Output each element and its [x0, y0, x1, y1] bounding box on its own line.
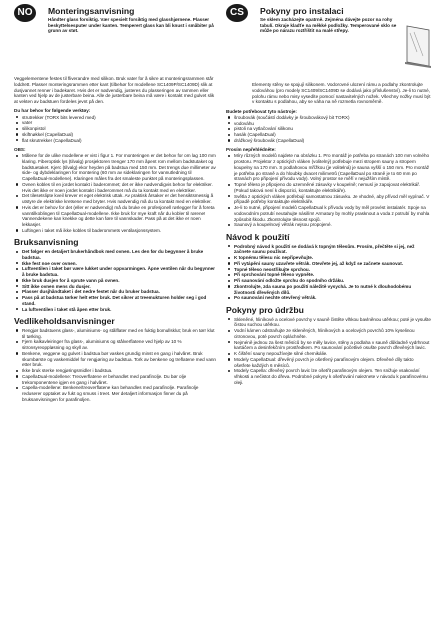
notice-heading: Prosím nepřehlédněte: — [226, 147, 276, 152]
list-item: Světla z optických vláken potřebují samostatnou zásuvku. Je vhodné, aby přívod měl vypínač. V případě potřeby kontaktujte elektrikáře. — [226, 194, 431, 206]
list-item: flat skrutrekker (CapellaDual) — [14, 138, 218, 144]
usage-list — [14, 249, 218, 312]
list-item: Pass på at badstua tørker helt etter bruk. Det sikrer at treemukturen holder seg i god stand. — [14, 295, 218, 307]
tools-list — [226, 115, 431, 144]
list-item: Saunový a koupelnový větrák nejsou propojené. — [226, 222, 431, 228]
list-item: Ikke bruk dusjen for å sprute vann på ovnen. — [14, 278, 218, 284]
list-item: Je-li to nutné, připojení modelů CapellaDual k přívodu vody by měl provést instalatér. Spoje na vodovodním potrubí neutahujte násilím! Armatury by mohly prasknout a voda z potrubí by mohla způsobit škodu. Zkontrolujte těsnost spojů. — [226, 205, 431, 222]
language-badge-cs: CS — [226, 4, 248, 22]
list-item: šroubovák (součástí dodávky je šroubovákový bit TORX) — [226, 115, 431, 121]
notice-list — [226, 153, 431, 228]
list-item: Vodní kámen odstraňujte ze skleněných, hliníkových a ocelových povrchů 10% kyselinou citronovou, poté povrch opláchněte. — [226, 328, 431, 340]
list-item: Hvis det er behov for det (eller er nødvendig) må du bruke en profesjonell rørlegger for å foreta vanntilkoblingen til CapellaDual-modellene. Ikke bruk for mye kraft når du kobler til rørene! Vannendekene kan knekke og dette kan føre til vannskader. Pass på at det ikke er noen lekkasjer. — [14, 205, 218, 228]
list-item: Luftventilen i taket bør være lukket under oppvarmingen. Åpne ventilen når du begynner å bruke badstua. — [14, 266, 218, 278]
list-item: Při saunování odložte sprchu do spodního držáku. — [226, 278, 431, 284]
list-item: CapellaDual-modellene: Treoverflatene er behandlet med parafinolje. Du bør olje trekomponentene igjen en gang i halvåret. — [14, 374, 218, 386]
tools-heading: Du har behov for følgende verktøy: — [14, 108, 91, 114]
obs-list — [14, 153, 218, 234]
list-item: Ovnen kobles til en jordet kontakt i baderommet; det er ikke nødvendigvis behov for elektriker. Hvis det ikke er noen jordet kontakt i baderommet må du ta kontakt med en elektriker. — [14, 182, 218, 194]
list-item: Topné těleso je připojeno do uzemněné zásuvky v koupelně; nemusí je zapojovat elektrikář. (Pokud taková není k dispozici, kontaktujte elektrikáře). — [226, 182, 431, 194]
list-item: Benkene, veggene og gulvet i badstua bør vaskes grundig minst en gang i halvåret. Bruk skumbørste og vaskemiddel for rengjøring av badstua. Tork av benkene og treflatene med vann etter bruk. — [14, 351, 218, 368]
body-text — [226, 82, 431, 389]
list-item: Při vytápění sauny uzavřete větrák. Otevřete jej, až když se začnete saunovat. — [226, 261, 431, 267]
list-item: Skleněné, hliníkové a ocelové povrchy v sauně čistěte vlhkou bavlněnou utěrkou; poté je vysušte čistou suchou utěrkou. — [226, 317, 431, 329]
list-item: hasák (CapellaDual) — [226, 132, 431, 138]
intro-paragraph: Elementy stěny se spojují silikonem. Vodorovné ulození rámu a podlahy zkontrolujte vodováhou (pro modely SC1409/SC1409D se dodává jako příslušenství). Je-li to nutné, polohu rámu nebo misy vysedíte pomocí nastavitelných nožek. Všechny nožky musí být v kontaktu s podlahou, aby se váha na ně rozmetla rovnoměrně. — [252, 82, 431, 105]
section-title-usage: Návod k použití — [226, 231, 290, 242]
list-item: Nejméně jednou za šest měsíců by se měly lavice, stěny a podlaha v sauně důkladně vydrhnout kartáčem a desinfekčním prostředkem. Po saunování početlivé osušte povrch dřevěných lavic. — [226, 340, 431, 352]
list-item: Modely Capella: dřevěný povrch lavic lze ošetřit parafinovým olejem. Ten snižuje vsakování vlhkosti a nečistot do dřeva. Podrobné pokyny k ošetřování naleznete v návodu k parafinovému oleji. — [226, 368, 431, 385]
list-item: La luftventilen i taket stå åpen etter bruk. — [14, 307, 218, 313]
list-item: Fjern kalkavleiringer fra glass-, aluminiums og stålverflatene ved hjelp av 10 % sitronsyreoppløsning og skyll av. — [14, 339, 218, 351]
list-item: vater — [14, 120, 218, 126]
list-item: Míry různých modelů najdete na obrázku 1. Pro montáž je potřeba po stranách 100 mm volného prostoru. Projektor z optických vláken (volitelný) potřebuje mezi stropem sauny a stropem koupelny na 170 mm. S podlahovou mřížkou (je volitelná) je sauna vyšší o 150 mm. Pro montáž je potřeba po straně a do hloubky dvacet milimetrů (CapellaDual po straně je to 60 mm po stranách pro připojení přívodu vody). Volný prostor se měří v nejužším místě. — [226, 153, 431, 182]
list-item: Det tilesetslipte kveil krever et eget elektrisk uttak. Av praktisk årsaker er det hensiktsmessig å utstyre de elektriske kretsene med bryter. Hvis nødvendig må du ta kontakt med en elektriker. — [14, 193, 218, 205]
list-item: Målene for de ulike modellene er vist i figur 1. For monteringen er det behov for om lag 100 mm klaring. Fiberoptisk lys (tilvalg) prosjektoren trenger 170 mm åpent rom mellom badstutaket og badstuetaket. Kjerc (tilvalg) ekor heyden på badstua med 150 mm. Det trengs due millimeter av side- og dybdeklaringen for montering (60 mm av sideklaringen for vannutledning til CapellaDual-modellene). Klaringen måles fra det smaleste punktet på monteringsplassen. — [14, 153, 218, 182]
section-title-maintenance: Pokyny pro údržbu — [226, 304, 304, 315]
list-item: Plasser dusjhåndtaket i det nedre festet når du bruker badstua. — [14, 289, 218, 295]
list-item: Při sprchování topné těleso vypněte. — [226, 272, 431, 278]
list-item: Zkontrolujte, zda sauna po použití náležitě vysychá. Je to nutné k dlouhodobému životnosti dřevěných dílů. — [226, 284, 431, 296]
section-title-installation: Pokyny pro instalaci — [260, 6, 344, 16]
obs-heading: OBS: — [14, 146, 26, 152]
language-badge-no: NO — [14, 4, 36, 22]
list-item: Luftingen i taket må ikke kobles til baderommets ventilasjonssystem. — [14, 228, 218, 234]
warning-lead: Se sklem zacházejte opatrně. Zejména dávejte pozor na rohy tabulí. Okraje kladťe na měkké podložky. Temperované sklo se může po nárazu roztříštit na malé střepy. — [260, 17, 397, 34]
list-item: Det følger en detaljert brukerhåndbok med ovnen. Les den før du begynner å bruke badstua. — [14, 249, 218, 261]
list-item: skiftnøkkel (CapellaDual) — [14, 132, 218, 138]
section-title-installation: Monteringsanvisning — [48, 6, 135, 16]
list-item: Podrobný návod k použití se dodává k topným tělesům. Prosím, přečtěte si jej, než začnete saunu používat. — [226, 244, 431, 256]
list-item: K čištění sauny nepoužívejte silné chemikálie. — [226, 351, 431, 357]
section-title-maintenance: Vedlikeholdsanvisninger — [14, 315, 115, 326]
maintenance-list — [14, 328, 218, 403]
section-title-usage: Bruksanvisning — [14, 237, 79, 247]
intro-paragraph: Veggelementene festes til fliverandre med silikon. Bruk vater for å sikre at monteringsrammen står loddrett. Plasser monteringsrammen etter kant (tilbehør for modellene SC1409P/SC1409D) slik at dusjvannet renner i badekaret. Hvis det er nødvendig, justeres du plasseringen av rammen eller kanten ved hjelp av de justerbare beina. Alle de justerbare beina må være i kontakt med gulvet slik at vekten av badstuen fordeles jevnt på den. — [14, 76, 215, 104]
list-item: pistoli na vytlačování silikonu — [226, 126, 431, 132]
list-item: Sitt ikke ovnen mens du dusjer. — [14, 284, 218, 290]
tools-heading: Budete potřebovat tyto nástroje: — [226, 108, 297, 114]
warning-lead: Håndter glass forsiktig. Vær spesielt forsiktig med glasshjørnene. Plasser beskyttelsesputer under kanten. Temperert glass kan bli knust i småbiter på grunn av støt. — [48, 17, 214, 34]
list-item: silikonpistol — [14, 126, 218, 132]
list-item: Po saunování nechte otevřený větrák. — [226, 295, 431, 301]
list-item: Ikke bruk sterke rengjøringsmidler i badstua. — [14, 368, 218, 374]
list-item: K topnému tělesu nic nepřipevňujte. — [226, 255, 431, 261]
list-item: Ikke fest noe over ovnen. — [14, 261, 218, 267]
list-item: Capella-modellene: Benkene/treoverflatene kan behandles med parafinolje. Parafinolje reduserer opptaket av fukt og smuss i treet. Mer detaljert informasjon finner du på bruksanvisningen for parafinoljen. — [14, 385, 218, 402]
list-item: Topné těleso neostřikujte sprchou. — [226, 267, 431, 273]
list-item: Rengjør badstuens glass-, aluminiums- og stålflater med en fuktig bomullsklut; bruk en tørr klut til tørking. — [14, 328, 218, 340]
list-item: strutrekker (TORX bits levered med) — [14, 115, 218, 121]
tools-list — [14, 115, 218, 144]
list-item: drážkový šroubovák (CapellaDual) — [226, 138, 431, 144]
list-item: vodováhu — [226, 121, 431, 127]
glass-panel-illustration — [404, 24, 432, 68]
list-item: Modely CapellaDual: dřevěný povrch je ošetřený parafinovým olejem. Dřevěné díly takto ošetřete každých 6 měsíců. — [226, 357, 431, 369]
usage-list — [226, 244, 431, 302]
body-text — [14, 76, 218, 406]
maintenance-list — [226, 317, 431, 386]
